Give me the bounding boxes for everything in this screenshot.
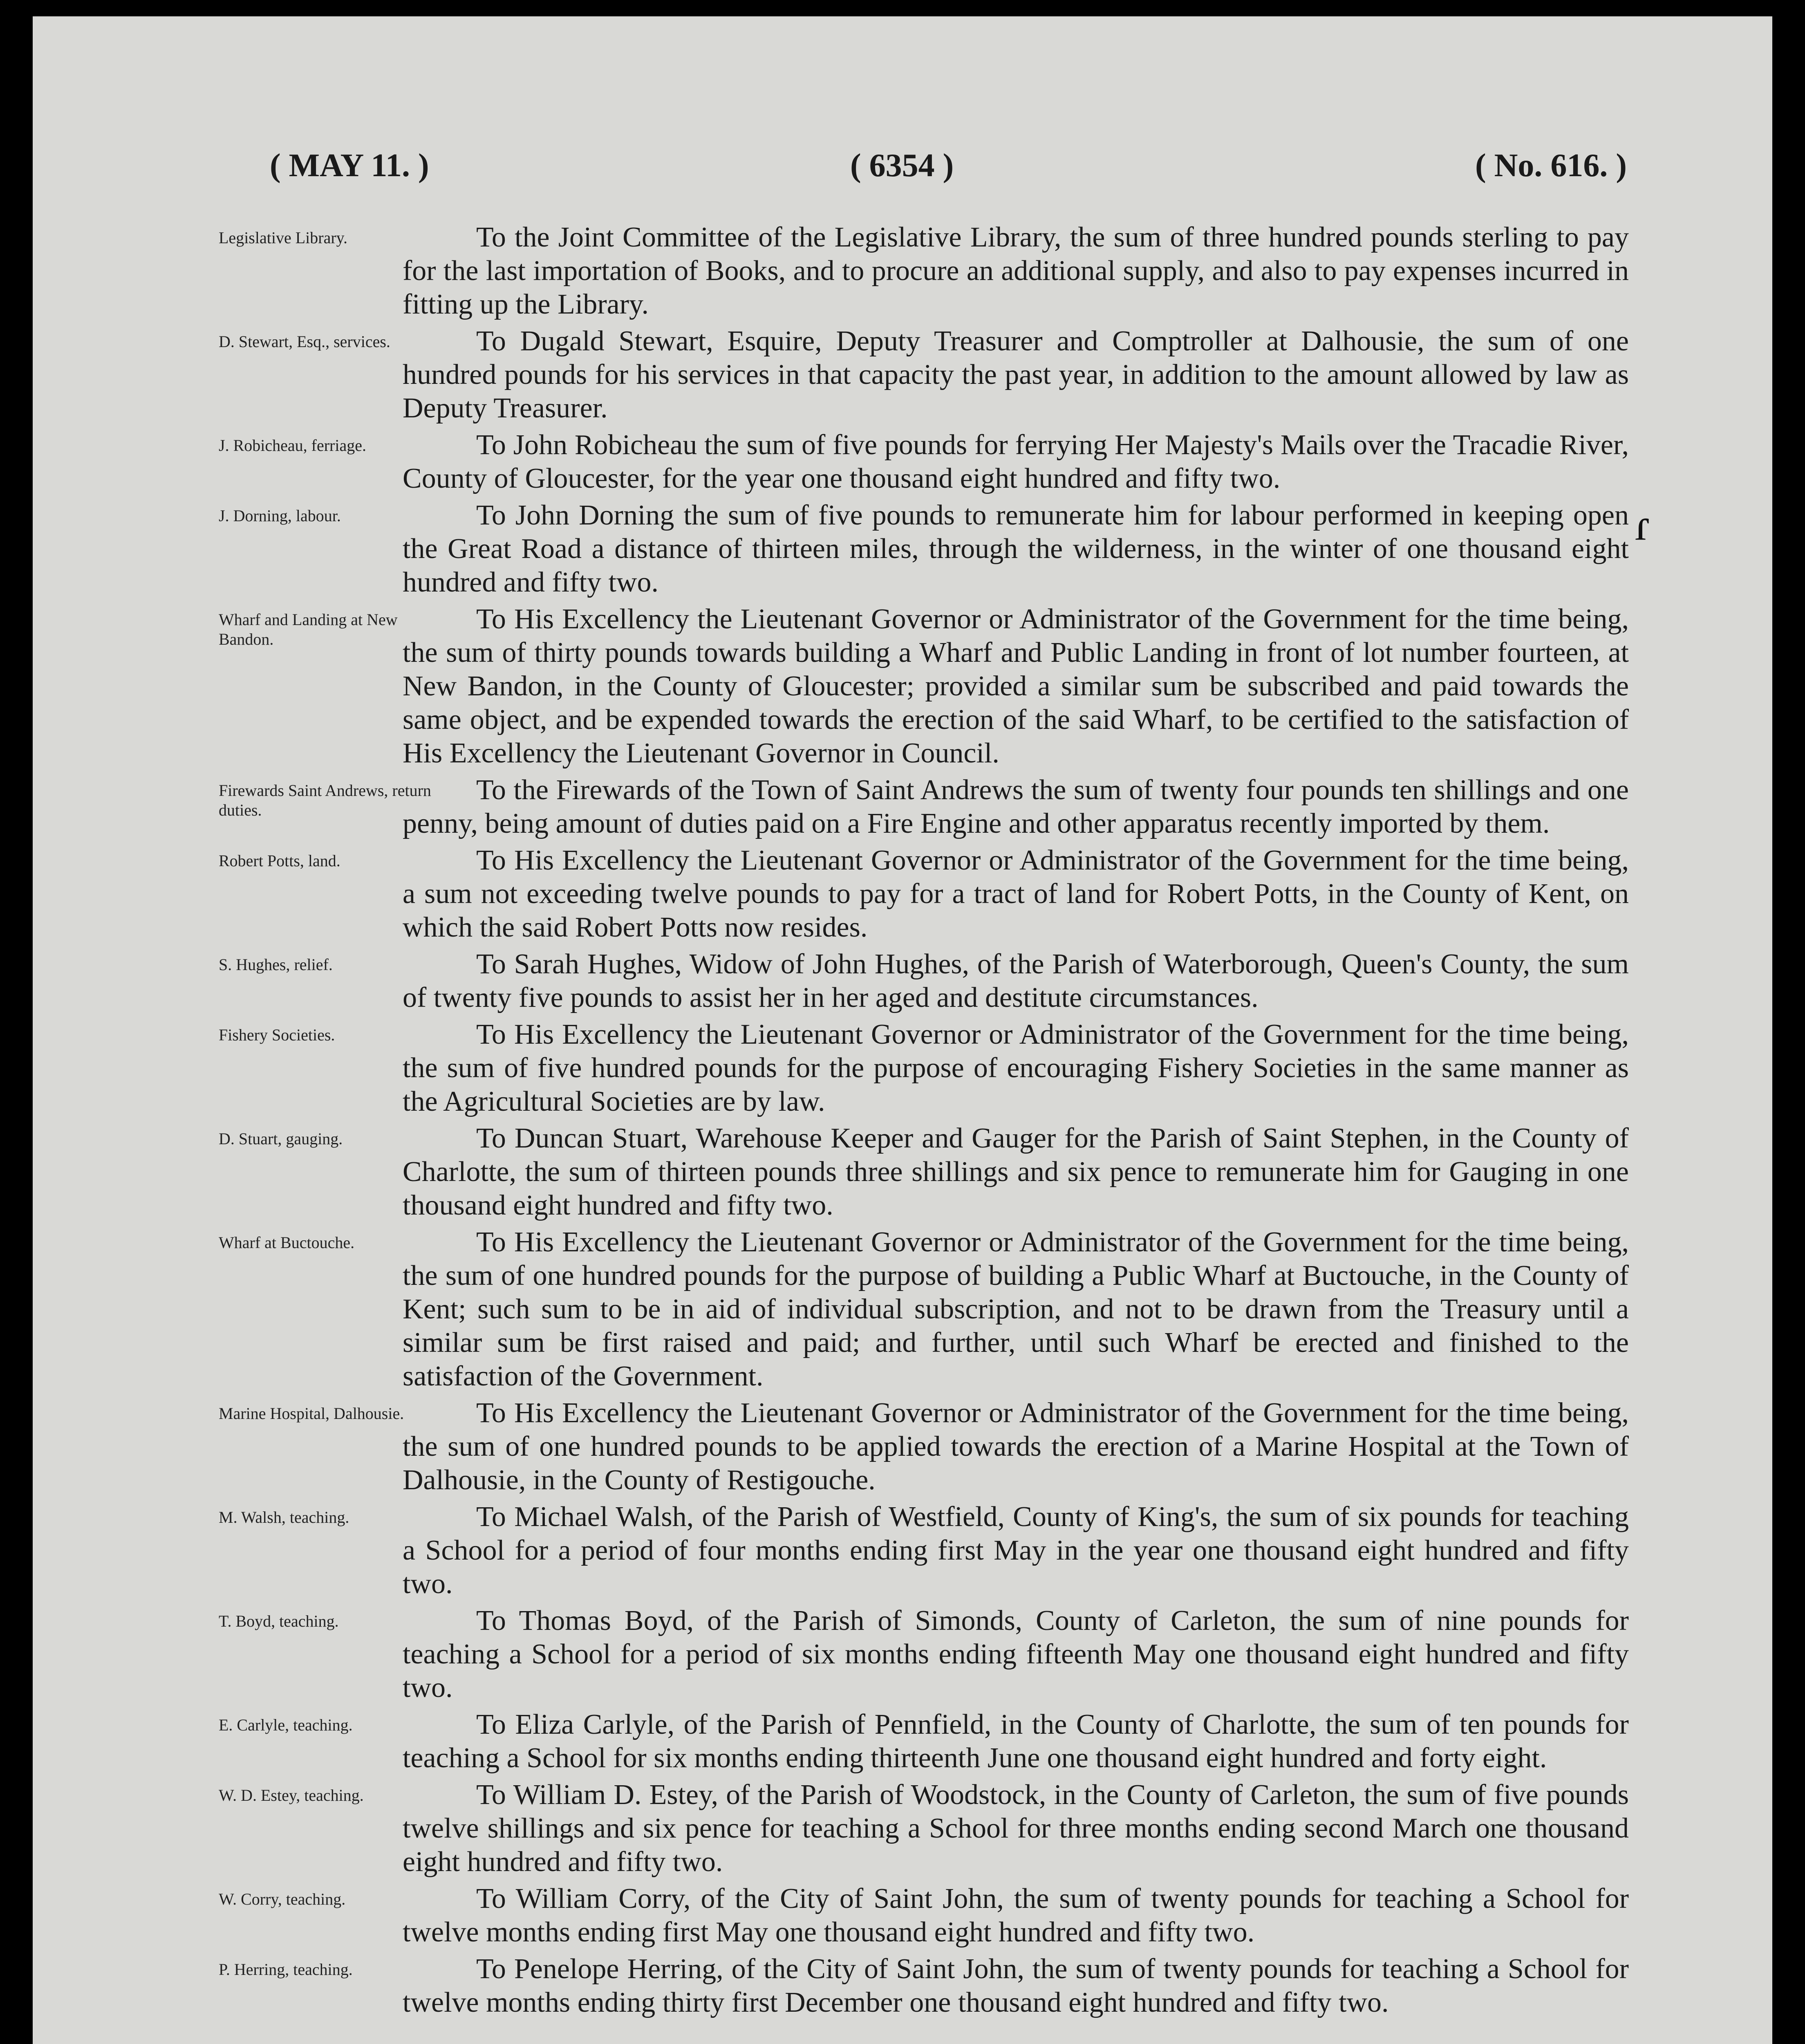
- side-note: Wharf and Landing at New Bandon.: [219, 610, 398, 648]
- entry-text: To the Joint Committee of the Legislative Library, the sum of three hundred pounds sterling to pay for the last importation of Books, and to procure an additional supply, and also to pay expenses incurred in fitting up the Library.: [403, 222, 1629, 320]
- side-note: P. Herring, teaching.: [219, 1960, 353, 1979]
- entry-1: [33, 221, 1772, 321]
- entry-9: [33, 1018, 1772, 1118]
- side-note: Robert Potts, land.: [219, 852, 340, 870]
- running-head: [237, 147, 1627, 204]
- side-note: J. Robicheau, ferriage.: [219, 436, 366, 455]
- entry-3: [33, 428, 1772, 495]
- entry-text: To Thomas Boyd, of the Parish of Simonds, County of Carleton, the sum of nine pounds for teaching a School for a period of six months ending fifteenth May one thousand eight hundred and fifty two.: [403, 1605, 1629, 1703]
- header-page-number: ( 6354 ): [850, 148, 954, 184]
- side-note: T. Boyd, teaching.: [219, 1612, 339, 1630]
- side-note: M. Walsh, teaching.: [219, 1508, 349, 1526]
- side-note: Legislative Library.: [219, 229, 348, 247]
- document-page: [33, 16, 1772, 2044]
- side-note: E. Carlyle, teaching.: [219, 1716, 353, 1734]
- entry-6: [33, 773, 1772, 840]
- side-note: W. Corry, teaching.: [219, 1890, 346, 1908]
- entry-text: To Dugald Stewart, Esquire, Deputy Treasurer and Comptroller at Dalhousie, the sum of one hundred pounds for his services in that capacity the past year, in addition to the amount allowed by law as Deputy Treasurer.: [403, 325, 1629, 424]
- entry-text: To the Firewards of the Town of Saint Andrews the sum of twenty four pounds ten shillings and one penny, being amount of duties paid on a Fire Engine and other apparatus recently imported by them.: [403, 774, 1629, 839]
- entry-text: To John Dorning the sum of five pounds to remunerate him for labour performed in keeping open the Great Road a distance of thirteen miles, through the wilderness, in the winter of one thousand eight hundred and fifty two.: [403, 500, 1629, 598]
- entry-text: To John Robicheau the sum of five pounds for ferrying Her Majesty's Mails over the Tracadie River, County of Gloucester, for the year one thousand eight hundred and fifty two.: [403, 429, 1629, 494]
- header-chapter-number: ( No. 616. ): [1475, 148, 1627, 184]
- header-date: ( MAY 11. ): [270, 148, 429, 184]
- entry-text: To His Excellency the Lieutenant Governor or Administrator of the Government for the time being, the sum of thirty pounds towards building a Wharf and Public Landing in front of lot number fourteen, at New Bandon, in the County of Gloucester; provided a similar sum be subscribed and paid towards the same object, and be expended towards the erection of the said Wharf, to be certified to the satisfaction of His Excellency the Lieutenant Governor in Council.: [403, 603, 1629, 769]
- side-note: Firewards Saint Andrews, return duties.: [219, 781, 431, 819]
- entry-text: To Michael Walsh, of the Parish of Westfield, County of King's, the sum of six pounds for teaching a School for a period of four months ending first May in the year one thousand eight hundred and fifty two.: [403, 1501, 1629, 1600]
- entry-text: To His Excellency the Lieutenant Governor or Administrator of the Government for the time being, the sum of one hundred pounds for the purpose of building a Public Wharf at Buctouche, in the County of Kent; such sum to be in aid of individual subscription, and not to be drawn from the Treasury until a similar sum be first raised and paid; and further, until such Wharf be erected and finished to the satisfaction of the Government.: [403, 1226, 1629, 1392]
- entry-10: [33, 1122, 1772, 1222]
- side-note: Fishery Societies.: [219, 1026, 335, 1044]
- entry-text: To His Excellency the Lieutenant Governor or Administrator of the Government for the time being, the sum of five hundred pounds for the purpose of encouraging Fishery Societies in the same manner as the Agricultural Societies are by law.: [403, 1019, 1629, 1117]
- entry-7: [33, 844, 1772, 944]
- entry-8: [33, 948, 1772, 1015]
- entry-2: [33, 325, 1772, 425]
- side-note: W. D. Estey, teaching.: [219, 1786, 364, 1804]
- entry-12: [33, 1396, 1772, 1497]
- entry-text: To Sarah Hughes, Widow of John Hughes, of the Parish of Waterborough, Queen's County, the sum of twenty five pounds to assist her in her aged and destitute circumstances.: [403, 948, 1629, 1013]
- side-note: Marine Hospital, Dalhousie.: [219, 1404, 404, 1423]
- entry-text: To His Excellency the Lieutenant Governor or Administrator of the Government for the time being, a sum not exceeding twelve pounds to pay for a tract of land for Robert Potts, in the County of Kent, on which the said Robert Potts now resides.: [403, 845, 1629, 943]
- side-note: D. Stuart, gauging.: [219, 1130, 343, 1148]
- entry-text: To Penelope Herring, of the City of Saint John, the sum of twenty pounds for teaching a School for twelve months ending thirty first December one thousand eight hundred and fifty two.: [403, 1953, 1629, 2018]
- margin-mark: ɾ: [1635, 500, 1650, 549]
- entry-15: [33, 1708, 1772, 1775]
- entry-16: [33, 1778, 1772, 1879]
- entry-4: [33, 499, 1772, 599]
- entry-text: To Duncan Stuart, Warehouse Keeper and Gauger for the Parish of Saint Stephen, in the County of Charlotte, the sum of thirteen pounds three shillings and six pence to remunerate him for Gauging in one thousand eight hundred and fifty two.: [403, 1123, 1629, 1221]
- side-note: D. Stewart, Esq., services.: [219, 332, 390, 351]
- entry-text: To William D. Estey, of the Parish of Woodstock, in the County of Carleton, the sum of five pounds twelve shillings and six pence for teaching a School for three months ending second March one thousand eight hundred and fifty two.: [403, 1779, 1629, 1878]
- entry-5: [33, 603, 1772, 770]
- side-note: J. Dorning, labour.: [219, 507, 341, 525]
- entry-17: [33, 1882, 1772, 1949]
- entry-text: To William Corry, of the City of Saint John, the sum of twenty pounds for teaching a School for twelve months ending first May one thousand eight hundred and fifty two.: [403, 1883, 1629, 1948]
- entry-11: [33, 1226, 1772, 1393]
- entries-list: [33, 221, 1772, 2023]
- entry-text: To Eliza Carlyle, of the Parish of Pennfield, in the County of Charlotte, the sum of ten pounds for teaching a School for six months ending thirteenth June one thousand eight hundred and forty eight.: [403, 1709, 1629, 1774]
- entry-13: [33, 1500, 1772, 1601]
- entry-14: [33, 1604, 1772, 1705]
- side-note: S. Hughes, relief.: [219, 955, 333, 974]
- entry-text: To His Excellency the Lieutenant Governor or Administrator of the Government for the time being, the sum of one hundred pounds to be applied towards the erection of a Marine Hospital at the Town of Dalhousie, in the County of Restigouche.: [403, 1397, 1629, 1496]
- entry-18: [33, 1952, 1772, 2019]
- side-note: Wharf at Buctouche.: [219, 1233, 355, 1252]
